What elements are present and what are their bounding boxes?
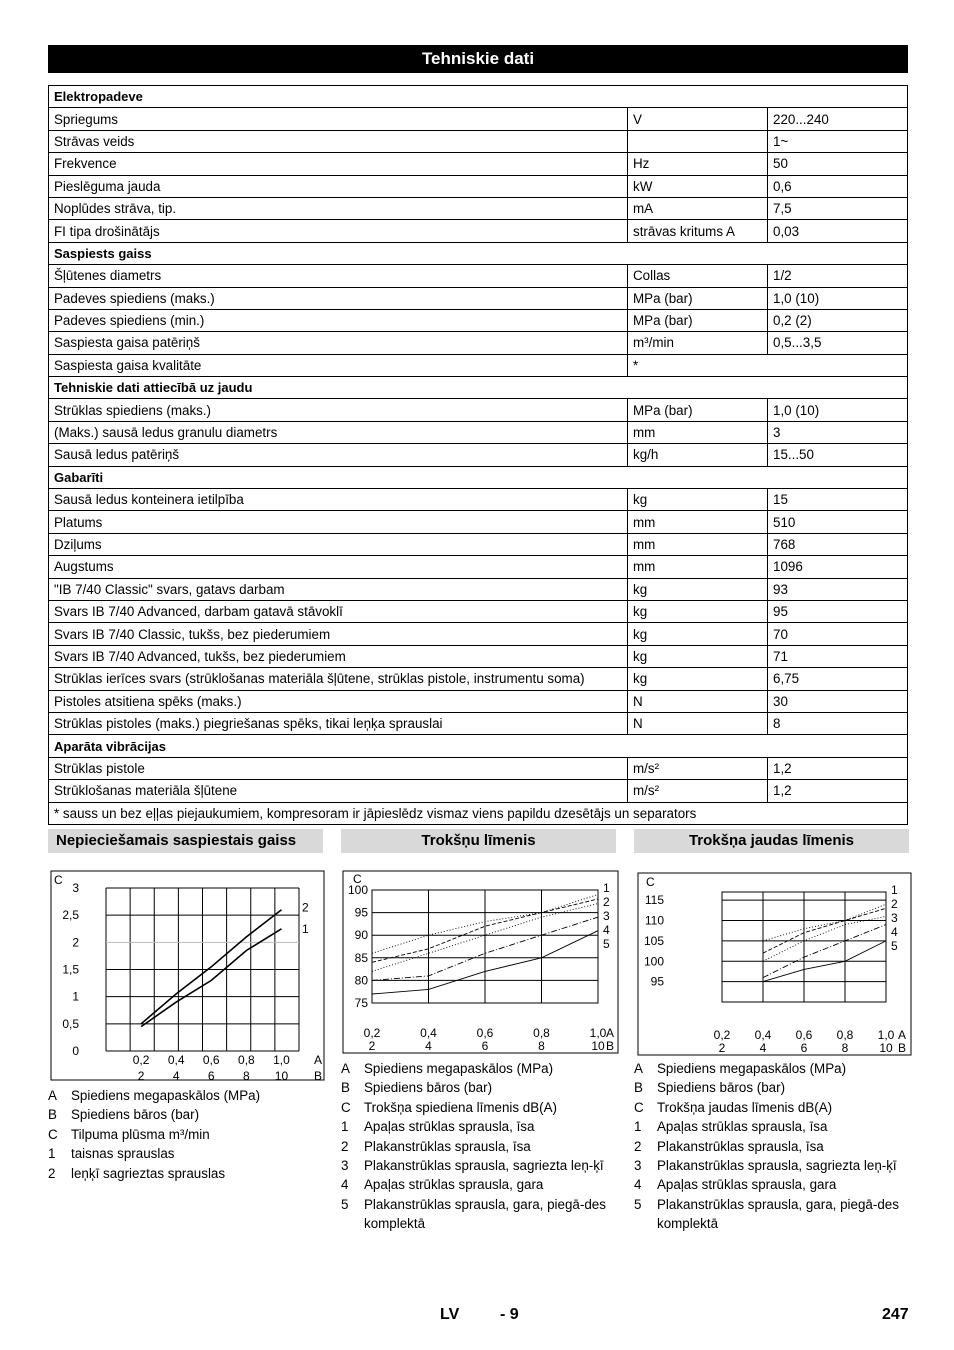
legend-item	[341, 1078, 616, 1097]
y-tick-label: 95	[354, 905, 368, 920]
spec-value: 6,75	[768, 668, 908, 690]
legend-key: 3	[341, 1158, 349, 1174]
legend-text: Trokšņa jaudas līmenis dB(A)	[657, 1099, 833, 1115]
series-label: 1	[891, 883, 898, 897]
spec-value: 1,2	[768, 757, 908, 779]
spec-unit: kg	[628, 623, 768, 645]
x-tick-label-bar: 4	[425, 1039, 432, 1053]
legend-text: Plakanstrūklas sprausla, īsa	[657, 1138, 824, 1154]
legend-item	[341, 1175, 616, 1194]
legend-key: B	[634, 1080, 643, 1096]
spec-label: Saspiesta gaisa patēriņš	[49, 332, 628, 354]
spec-label: Saspiesta gaisa kvalitāte	[49, 354, 628, 376]
spec-row	[49, 108, 908, 130]
y-tick-label: 115	[644, 893, 664, 908]
spec-label: Padeves spiediens (min.)	[49, 309, 628, 331]
spec-label: Platums	[49, 511, 628, 533]
legend-key: 2	[48, 1165, 56, 1181]
x-axis-label-a: A	[314, 1053, 323, 1067]
spec-row	[49, 220, 908, 242]
series-label: 5	[603, 937, 610, 951]
spec-row	[49, 757, 908, 779]
spec-label: Strūklas ierīces svars (strūklošanas materiāla šļūtene, strūklas pistole, instrumentu soma)	[49, 668, 628, 690]
spec-value: 1096	[768, 556, 908, 578]
y-tick-label: 2	[72, 935, 79, 950]
legend-key: B	[341, 1080, 350, 1096]
chart-air-consumption	[44, 868, 334, 1083]
x-tick-label-bar: 2	[368, 1039, 376, 1053]
y-tick-label: 110	[644, 913, 664, 928]
spec-unit: kW	[628, 175, 768, 197]
series-label: 2	[603, 895, 610, 909]
legend-item	[634, 1137, 909, 1156]
legend-item	[341, 1117, 616, 1136]
x-axis-label-b: B	[314, 1069, 323, 1083]
spec-section-row	[49, 86, 908, 108]
spec-table	[48, 85, 908, 825]
y-tick-label: 95	[650, 974, 664, 989]
legend-item	[341, 1098, 616, 1117]
spec-unit: kg	[628, 645, 768, 667]
spec-value: 0,03	[768, 220, 908, 242]
x-tick-label: 0,4	[420, 1026, 437, 1040]
spec-row	[49, 444, 908, 466]
spec-label: "IB 7/40 Classic" svars, gatavs darbam	[49, 578, 628, 600]
spec-value: 220...240	[768, 108, 908, 130]
legend-key: 1	[341, 1119, 349, 1135]
legend-key: C	[341, 1099, 351, 1115]
x-tick-label-bar: 6	[207, 1069, 215, 1083]
spec-unit: mm	[628, 533, 768, 555]
y-tick-label: 90	[354, 928, 368, 943]
legend-key: A	[341, 1061, 350, 1076]
spec-label: Svars IB 7/40 Advanced, tukšs, bez piederumiem	[49, 645, 628, 667]
legend-key: A	[48, 1088, 57, 1103]
legend-noise-pressure	[341, 1059, 616, 1234]
spec-value: 7,5	[768, 197, 908, 219]
section-noise-power	[634, 829, 909, 853]
chart-noise-pressure	[340, 868, 620, 1058]
spec-label: Pieslēguma jauda	[49, 175, 628, 197]
spec-label: Elektropadeve	[49, 86, 908, 108]
x-tick-label-bar: 6	[481, 1039, 489, 1053]
x-tick-label-bar: 10	[879, 1041, 893, 1055]
spec-label: Gabarīti	[49, 466, 908, 488]
legend-text: Tilpuma plūsma m³/min	[71, 1126, 210, 1142]
x-tick-label-bar: 2	[718, 1041, 726, 1055]
spec-label: FI tipa drošinātājs	[49, 220, 628, 242]
spec-row	[49, 668, 908, 690]
legend-item	[634, 1059, 909, 1078]
spec-value: 50	[768, 153, 908, 175]
spec-unit: mA	[628, 197, 768, 219]
series-label: 1	[302, 921, 309, 936]
x-tick-label-bar: 4	[759, 1041, 767, 1055]
legend-text: Apaļas strūklas sprausla, īsa	[364, 1119, 535, 1135]
spec-value: 95	[768, 600, 908, 622]
legend-item	[341, 1059, 616, 1078]
section-heading: Trokšņu līmenis	[341, 829, 616, 853]
legend-text: Plakanstrūklas sprausla, sagriezta leņ-ķī	[657, 1158, 897, 1174]
spec-row	[49, 354, 908, 376]
legend-text: Spiediens megapaskālos (MPa)	[364, 1061, 554, 1076]
legend-item	[48, 1144, 323, 1163]
spec-unit: strāvas kritums A	[628, 220, 768, 242]
legend-text: Plakanstrūklas sprausla, gara, piegā-des komplektā	[657, 1196, 899, 1232]
series-label: 1	[603, 881, 610, 895]
spec-unit: kg	[628, 578, 768, 600]
spec-unit: kg	[628, 668, 768, 690]
spec-section-row	[49, 242, 908, 264]
x-tick-label: 1,0	[273, 1053, 290, 1067]
x-tick-label: 1,0	[877, 1028, 895, 1042]
spec-row	[49, 690, 908, 712]
legend-text: Plakanstrūklas sprausla, īsa	[364, 1138, 531, 1154]
legend-key: B	[48, 1107, 57, 1123]
spec-unit: V	[628, 108, 768, 130]
spec-label: Sausā ledus patēriņš	[49, 444, 628, 466]
y-tick-label: 1	[72, 989, 79, 1004]
y-axis-label: C	[353, 872, 362, 886]
spec-value: 1/2	[768, 265, 908, 287]
x-tick-label: 0,4	[754, 1028, 772, 1042]
spec-unit: mm	[628, 556, 768, 578]
legend-key: 5	[341, 1196, 349, 1212]
series-line-1	[763, 904, 886, 941]
spec-value: 768	[768, 533, 908, 555]
spec-row	[49, 533, 908, 555]
spec-unit: MPa (bar)	[628, 309, 768, 331]
spec-row	[49, 197, 908, 219]
legend-text: Plakanstrūklas sprausla, sagriezta leņ-ķī	[364, 1158, 604, 1174]
spec-label: Spriegums	[49, 108, 628, 130]
y-tick-label: 100	[347, 883, 368, 897]
spec-value: 1,2	[768, 780, 908, 802]
spec-row	[49, 153, 908, 175]
spec-label: (Maks.) sausā ledus granulu diametrs	[49, 421, 628, 443]
spec-label: Svars IB 7/40 Advanced, darbam gatavā stāvoklī	[49, 600, 628, 622]
series-label: 4	[891, 925, 898, 939]
legend-key: 4	[341, 1177, 349, 1193]
series-label: 2	[891, 897, 898, 911]
series-label: 3	[891, 911, 898, 925]
legend-item	[634, 1098, 909, 1117]
legend-text: Apaļas strūklas sprausla, gara	[364, 1177, 544, 1193]
spec-unit: MPa (bar)	[628, 287, 768, 309]
spec-label: Augstums	[49, 556, 628, 578]
spec-value: 3	[768, 421, 908, 443]
x-axis-label-b: B	[606, 1039, 615, 1053]
spec-label: Strāvas veids	[49, 130, 628, 152]
legend-item	[634, 1078, 909, 1097]
footer-page-number: 247	[882, 1306, 909, 1323]
section-heading: Nepieciešamais saspiestais gaiss	[48, 829, 323, 853]
spec-row	[49, 600, 908, 622]
series-label: 3	[603, 909, 610, 923]
spec-row	[49, 645, 908, 667]
legend-item	[634, 1175, 909, 1194]
spec-label: Saspiests gaiss	[49, 242, 908, 264]
spec-label: Padeves spiediens (maks.)	[49, 287, 628, 309]
legend-key: C	[48, 1126, 58, 1142]
spec-unit: N	[628, 712, 768, 734]
spec-unit	[628, 130, 768, 152]
spec-row	[49, 332, 908, 354]
x-axis-label-b: B	[898, 1041, 907, 1055]
legend-item	[634, 1156, 909, 1175]
x-tick-label-bar: 8	[841, 1041, 849, 1055]
legend-text: Spiediens megapaskālos (MPa)	[657, 1061, 847, 1076]
x-tick-label-bar: 6	[800, 1041, 808, 1055]
legend-item	[48, 1086, 323, 1105]
spec-label: Svars IB 7/40 Classic, tukšs, bez piederumiem	[49, 623, 628, 645]
x-tick-label: 0,6	[795, 1028, 813, 1042]
legend-key: 1	[634, 1119, 642, 1135]
legend-item	[634, 1195, 909, 1234]
spec-row	[49, 265, 908, 287]
section-heading: Trokšņa jaudas līmenis	[634, 829, 909, 853]
spec-row	[49, 309, 908, 331]
spec-unit: kg/h	[628, 444, 768, 466]
spec-label: Frekvence	[49, 153, 628, 175]
legend-text: Spiediens megapaskālos (MPa)	[71, 1088, 261, 1103]
legend-item	[341, 1156, 616, 1175]
spec-label: * sauss un bez eļļas piejaukumiem, kompresoram ir jāpieslēdz vismaz viens papildu dzesētājs un separators	[49, 802, 908, 824]
spec-section-row	[49, 466, 908, 488]
series-line-1	[141, 929, 281, 1027]
series-line-2	[141, 910, 281, 1024]
spec-row	[49, 130, 908, 152]
spec-row	[49, 712, 908, 734]
spec-row	[49, 578, 908, 600]
spec-label: Strūklas spiediens (maks.)	[49, 399, 628, 421]
spec-label: Pistoles atsitiena spēks (maks.)	[49, 690, 628, 712]
spec-unit: Hz	[628, 153, 768, 175]
spec-label: Tehniskie dati attiecībā uz jaudu	[49, 377, 908, 399]
legend-text: Apaļas strūklas sprausla, gara	[657, 1177, 837, 1193]
y-tick-label: 75	[354, 996, 368, 1010]
x-tick-label: 0,8	[836, 1028, 854, 1042]
spec-row	[49, 399, 908, 421]
series-line-2	[763, 908, 886, 953]
legend-text: Spiediens bāros (bar)	[71, 1107, 200, 1123]
x-tick-label: 0,2	[132, 1053, 150, 1067]
legend-key: 3	[634, 1158, 642, 1174]
spec-value: 1~	[768, 130, 908, 152]
page-title: Tehniskie dati	[48, 45, 908, 73]
spec-unit: mm	[628, 421, 768, 443]
spec-value: 93	[768, 578, 908, 600]
y-tick-label: 105	[643, 933, 664, 948]
spec-row	[49, 780, 908, 802]
x-tick-label-bar: 10	[274, 1069, 289, 1083]
spec-value: 0,6	[768, 175, 908, 197]
legend-item	[48, 1105, 323, 1124]
spec-value: 70	[768, 623, 908, 645]
x-tick-label: 0,2	[363, 1026, 381, 1040]
y-tick-label: 80	[354, 973, 368, 988]
x-tick-label-bar: 8	[243, 1069, 250, 1083]
spec-label: Noplūdes strāva, tip.	[49, 197, 628, 219]
spec-row	[49, 802, 908, 824]
x-tick-label: 0,8	[238, 1053, 255, 1067]
x-tick-label-bar: 8	[538, 1039, 545, 1053]
series-label: 4	[603, 923, 610, 937]
spec-label: Strūklas pistole	[49, 757, 628, 779]
spec-row	[49, 175, 908, 197]
chart-noise-power	[634, 868, 914, 1058]
x-tick-label: 0,4	[167, 1053, 185, 1067]
spec-value: 0,2 (2)	[768, 309, 908, 331]
legend-key: 1	[48, 1146, 56, 1162]
x-tick-label-bar: 2	[137, 1069, 145, 1083]
spec-value: 0,5...3,5	[768, 332, 908, 354]
legend-item	[341, 1195, 616, 1234]
legend-key: A	[634, 1061, 643, 1076]
legend-text: Plakanstrūklas sprausla, gara, piegā-des komplektā	[364, 1196, 606, 1232]
legend-key: C	[634, 1099, 644, 1115]
spec-unit: MPa (bar)	[628, 399, 768, 421]
x-tick-label: 0,2	[713, 1028, 731, 1042]
spec-label: Strūklošanas materiāla šļūtene	[49, 780, 628, 802]
y-tick-label: 100	[643, 954, 664, 969]
y-tick-label: 0	[72, 1044, 79, 1058]
x-tick-label-bar: 10	[591, 1039, 605, 1053]
spec-unit: m/s²	[628, 780, 768, 802]
spec-row	[49, 623, 908, 645]
legend-text: leņķī sagrieztas sprauslas	[71, 1165, 226, 1181]
spec-label: Sausā ledus konteinera ietilpība	[49, 489, 628, 511]
section-noise-level	[341, 829, 616, 853]
legend-key: 2	[634, 1138, 642, 1154]
legend-item	[634, 1117, 909, 1136]
spec-label: Aparāta vibrācijas	[49, 735, 908, 757]
y-axis-label: C	[54, 873, 63, 887]
legend-key: 4	[634, 1177, 642, 1193]
legend-text: taisnas sprauslas	[71, 1146, 175, 1162]
spec-row	[49, 421, 908, 443]
spec-section-row	[49, 377, 908, 399]
y-tick-label: 85	[354, 950, 368, 965]
legend-text: Apaļas strūklas sprausla, īsa	[657, 1119, 828, 1135]
spec-unit: kg	[628, 600, 768, 622]
footer-local-page: - 9	[500, 1306, 519, 1323]
spec-section-row	[49, 735, 908, 757]
spec-row	[49, 287, 908, 309]
legend-text: Spiediens bāros (bar)	[364, 1080, 493, 1096]
spec-value: 15...50	[768, 444, 908, 466]
spec-unit: *	[628, 354, 908, 376]
spec-row	[49, 511, 908, 533]
y-tick-label: 3	[72, 881, 79, 895]
spec-label: Šļūtenes diametrs	[49, 265, 628, 287]
spec-value: 15	[768, 489, 908, 511]
x-tick-label: 0,8	[533, 1026, 550, 1040]
chart-frame	[51, 871, 324, 1080]
spec-value: 71	[768, 645, 908, 667]
y-tick-label: 2,5	[62, 908, 79, 923]
spec-unit: mm	[628, 511, 768, 533]
spec-value: 1,0 (10)	[768, 399, 908, 421]
series-label: 2	[302, 900, 309, 915]
x-tick-label-bar: 4	[172, 1069, 180, 1083]
spec-label: Strūklas pistoles (maks.) piegriešanas spēks, tikai leņķa sprauslai	[49, 712, 628, 734]
spec-value: 510	[768, 511, 908, 533]
series-line-4	[763, 925, 886, 978]
x-axis-label-a: A	[606, 1026, 615, 1040]
spec-label: Dziļums	[49, 533, 628, 555]
x-axis-label-a: A	[898, 1028, 907, 1042]
section-compressed-air	[48, 829, 323, 853]
legend-key: 2	[341, 1138, 349, 1154]
spec-unit: Collas	[628, 265, 768, 287]
y-tick-label: 1,5	[62, 962, 79, 977]
x-tick-label: 0,6	[476, 1026, 494, 1040]
x-tick-label: 1,0	[589, 1026, 607, 1040]
y-axis-label: C	[646, 875, 655, 889]
series-label: 5	[891, 939, 898, 953]
x-tick-label: 0,6	[202, 1053, 220, 1067]
legend-item	[48, 1125, 323, 1144]
spec-unit: N	[628, 690, 768, 712]
spec-row	[49, 489, 908, 511]
spec-unit: kg	[628, 489, 768, 511]
spec-value: 1,0 (10)	[768, 287, 908, 309]
legend-air-consumption	[48, 1086, 323, 1183]
footer-language: LV	[440, 1306, 460, 1323]
spec-unit: m/s²	[628, 757, 768, 779]
legend-item	[48, 1164, 323, 1183]
y-tick-label: 0,5	[62, 1016, 79, 1031]
series-line-3	[763, 916, 886, 961]
legend-text: Trokšņa spiediena līmenis dB(A)	[364, 1099, 558, 1115]
spec-value: 30	[768, 690, 908, 712]
legend-noise-power	[634, 1059, 909, 1234]
legend-text: Spiediens bāros (bar)	[657, 1080, 786, 1096]
legend-key: 5	[634, 1196, 642, 1212]
spec-unit: m³/min	[628, 332, 768, 354]
spec-row	[49, 556, 908, 578]
spec-value: 8	[768, 712, 908, 734]
legend-item	[341, 1137, 616, 1156]
